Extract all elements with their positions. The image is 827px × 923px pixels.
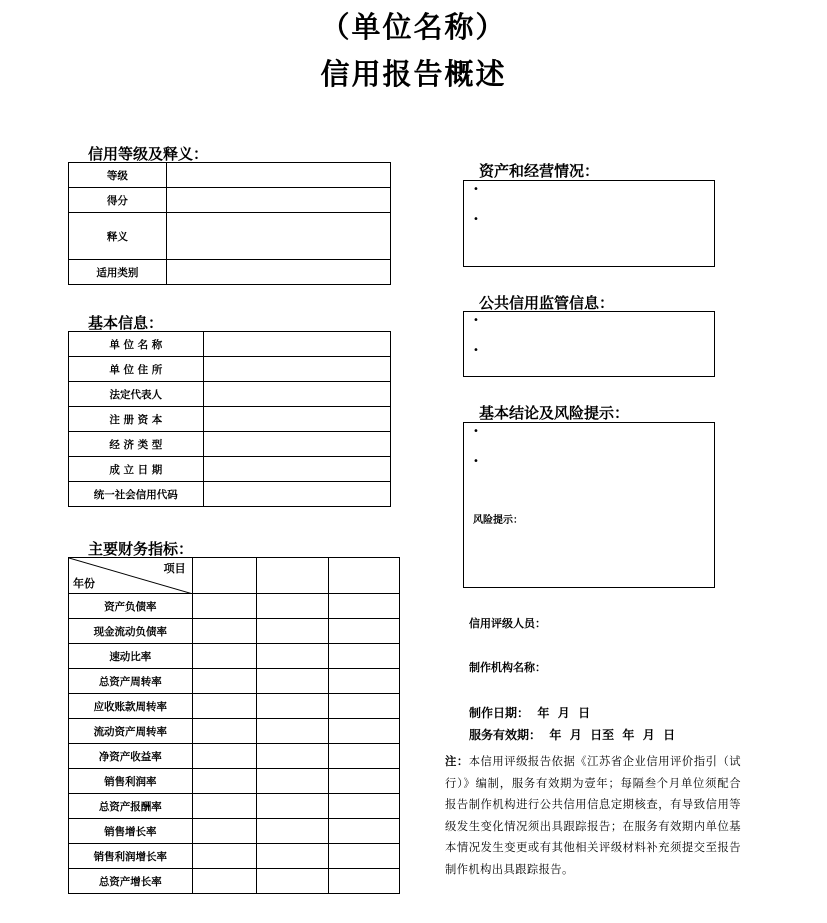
credit-grade-heading: 信用等级及释义： (88, 145, 209, 163)
public-credit-heading: 公共信用监管信息： (479, 294, 615, 312)
corner-year-label: 年份 (73, 577, 95, 590)
table-row-label: 总资产周转率 (69, 669, 193, 694)
table-row-label: 销售增长率 (69, 819, 193, 844)
grade-label: 等级 (69, 163, 167, 188)
date-label: 制作日期： 年 月 日 (469, 706, 591, 720)
note-label: 注： (445, 754, 469, 768)
note-paragraph (445, 751, 741, 881)
financial-table (68, 557, 400, 894)
score-label: 得分 (69, 188, 167, 213)
category-label: 适用类别 (69, 260, 167, 285)
assets-heading: 资产和经营情况： (479, 162, 600, 180)
table-row-label: 总资产报酬率 (69, 794, 193, 819)
unit-address-value (203, 357, 390, 382)
year-col-3 (329, 558, 400, 594)
year-col-1 (192, 558, 257, 594)
financial-corner-cell (69, 558, 193, 594)
org-label: 制作机构名称： (469, 661, 546, 674)
credit-grade-table (68, 162, 391, 285)
registered-capital-label: 注 册 资 本 (69, 407, 204, 432)
registered-capital-value (203, 407, 390, 432)
bullet-icon: • (473, 184, 479, 195)
score-value (166, 188, 390, 213)
basic-info-table (68, 331, 391, 507)
credit-code-value (203, 482, 390, 507)
legal-rep-value (203, 382, 390, 407)
bullet-icon: • (473, 456, 479, 467)
unit-name-label: 单 位 名 称 (69, 332, 204, 357)
credit-code-label: 统一社会信用代码 (69, 482, 204, 507)
validity-label: 服务有效期： 年 月 日至 年 月 日 (469, 728, 676, 742)
established-date-label: 成 立 日 期 (69, 457, 204, 482)
bullet-icon: • (473, 214, 479, 225)
established-date-value (203, 457, 390, 482)
economic-type-value (203, 432, 390, 457)
table-row-label: 净资产收益率 (69, 744, 193, 769)
definition-label: 释义 (69, 213, 167, 260)
bullet-icon: • (473, 426, 479, 437)
conclusion-box (463, 422, 715, 588)
table-row-label: 速动比率 (69, 644, 193, 669)
report-title: 信用报告概述 (320, 57, 507, 91)
unit-name-title: （单位名称） (320, 10, 507, 44)
rater-label: 信用评级人员： (469, 617, 546, 630)
legal-rep-label: 法定代表人 (69, 382, 204, 407)
conclusion-heading: 基本结论及风险提示： (479, 404, 630, 422)
table-row-label: 总资产增长率 (69, 869, 193, 894)
table-row-label: 应收账款周转率 (69, 694, 193, 719)
unit-address-label: 单 位 住 所 (69, 357, 204, 382)
definition-value (166, 213, 390, 260)
year-col-2 (257, 558, 329, 594)
category-value (166, 260, 390, 285)
economic-type-label: 经 济 类 型 (69, 432, 204, 457)
table-row-label: 流动资产周转率 (69, 719, 193, 744)
assets-box (463, 180, 715, 267)
bullet-icon: • (473, 345, 479, 356)
unit-name-value (203, 332, 390, 357)
table-row-label: 现金流动负债率 (69, 619, 193, 644)
basic-info-heading: 基本信息： (88, 314, 164, 332)
table-row-label: 销售利润增长率 (69, 844, 193, 869)
public-credit-box (463, 311, 715, 377)
bullet-icon: • (473, 315, 479, 326)
table-row-label: 销售利润率 (69, 769, 193, 794)
corner-item-label: 项目 (163, 562, 186, 575)
grade-value (166, 163, 390, 188)
table-row-label: 资产负债率 (69, 594, 193, 619)
financial-heading: 主要财务指标： (88, 540, 194, 558)
risk-label: 风险提示： (473, 515, 523, 526)
note-text: 本信用评级报告依据《江苏省企业信用评价指引（试行）》编制，服务有效期为壹年；每隔叁个月单位须配合报告制作机构进行公共信用信息定期核查，有导致信用等级发生变化情况须出具跟踪报告；在服务有效期内单位基本情况发生变更或有其他相关评级材料补充须提交至报告制作机构出具跟踪报告。 (445, 755, 741, 876)
